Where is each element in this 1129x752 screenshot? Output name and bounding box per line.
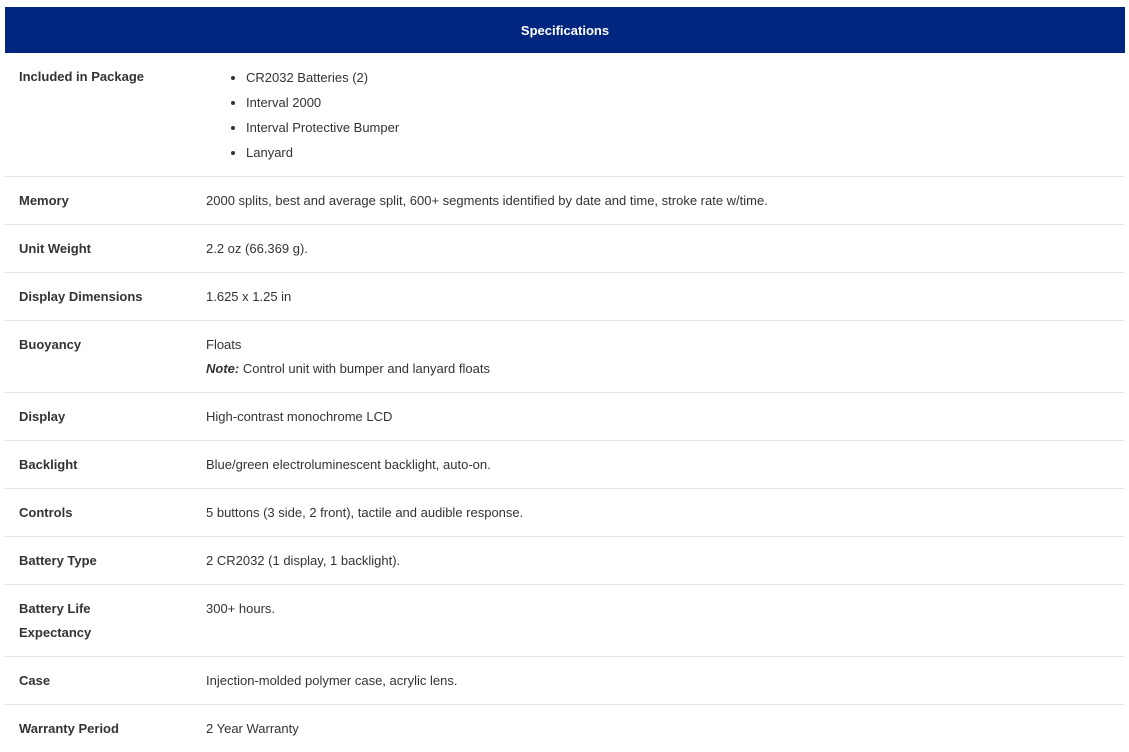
spec-label: Backlight <box>19 457 78 472</box>
spec-row-battery-type <box>5 537 1125 585</box>
spec-row-backlight <box>5 441 1125 489</box>
spec-value: 2.2 oz (66.369 g). <box>206 241 308 256</box>
spec-value: 5 buttons (3 side, 2 front), tactile and audible response. <box>206 505 523 520</box>
list-item: CR2032 Batteries (2) <box>246 65 1125 90</box>
note-label: Note: <box>206 361 239 376</box>
spec-value: Injection-molded polymer case, acrylic lens. <box>206 673 457 688</box>
spec-value: High-contrast monochrome LCD <box>206 409 392 424</box>
spec-value: Blue/green electroluminescent backlight, auto-on. <box>206 457 491 472</box>
spec-value: 2 Year Warranty <box>206 721 299 736</box>
list-item: Interval Protective Bumper <box>246 115 1125 140</box>
spec-label: Memory <box>19 193 69 208</box>
specifications-table <box>5 53 1125 752</box>
spec-value: 1.625 x 1.25 in <box>206 289 291 304</box>
specifications-header <box>5 7 1125 53</box>
buoyancy-note <box>206 357 1125 381</box>
spec-row-package <box>5 53 1125 177</box>
specifications-title: Specifications <box>521 23 609 38</box>
spec-value: 2000 splits, best and average split, 600+ segments identified by date and time, stroke rate w/time. <box>206 193 768 208</box>
spec-label: Unit Weight <box>19 241 91 256</box>
spec-row-buoyancy <box>5 321 1125 393</box>
spec-row-battery-life <box>5 585 1125 657</box>
spec-label: Warranty Period <box>19 721 119 736</box>
spec-label: Expectancy <box>19 621 206 645</box>
spec-value: Floats <box>206 333 1125 357</box>
spec-row-case <box>5 657 1125 705</box>
spec-value-cell <box>206 53 1125 177</box>
spec-row-unit-weight <box>5 225 1125 273</box>
note-text: Control unit with bumper and lanyard floats <box>239 361 490 376</box>
spec-row-memory <box>5 177 1125 225</box>
spec-row-warranty <box>5 705 1125 752</box>
package-items-list <box>206 65 1125 165</box>
spec-label: Buoyancy <box>19 337 81 352</box>
spec-label: Battery Type <box>19 553 97 568</box>
spec-label: Controls <box>19 505 72 520</box>
spec-row-display <box>5 393 1125 441</box>
list-item: Lanyard <box>246 140 1125 165</box>
spec-label: Display <box>19 409 65 424</box>
spec-label: Case <box>19 673 50 688</box>
spec-value: 300+ hours. <box>206 601 275 616</box>
spec-label: Battery Life <box>19 597 206 621</box>
spec-label-cell <box>5 53 206 177</box>
specifications-panel <box>5 7 1125 752</box>
spec-label: Display Dimensions <box>19 289 143 304</box>
spec-label: Included in Package <box>19 69 144 84</box>
spec-row-controls <box>5 489 1125 537</box>
list-item: Interval 2000 <box>246 90 1125 115</box>
spec-value: 2 CR2032 (1 display, 1 backlight). <box>206 553 400 568</box>
spec-row-display-dimensions <box>5 273 1125 321</box>
